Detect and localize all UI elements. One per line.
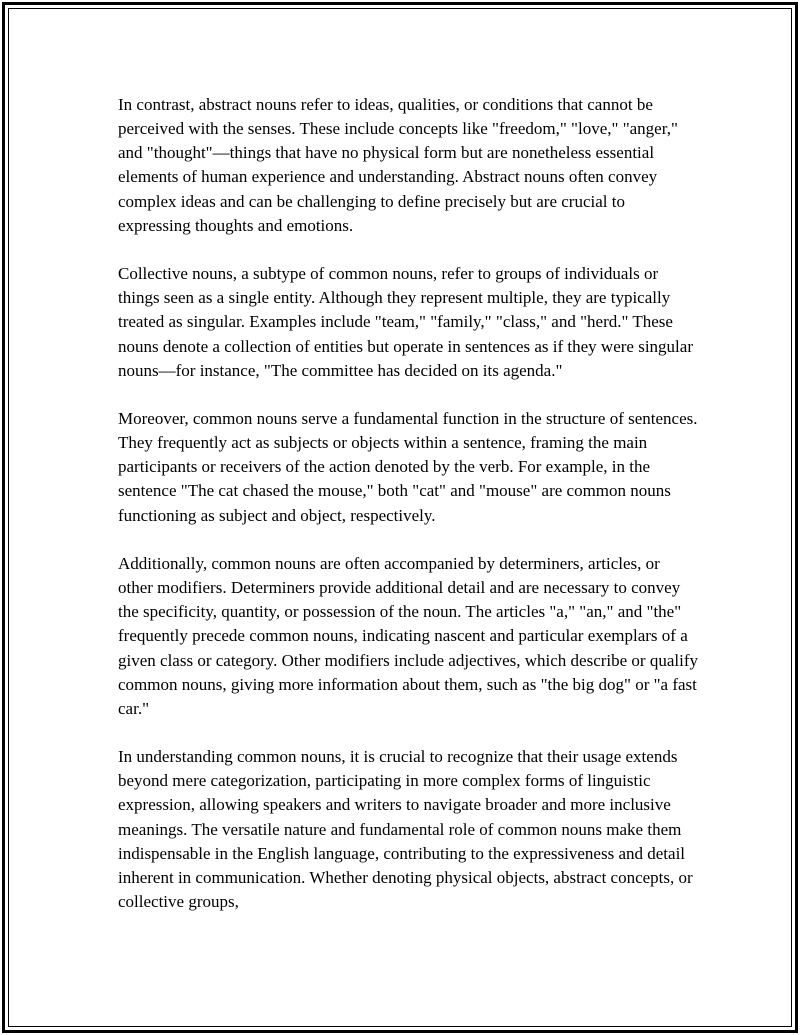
paragraph-abstract-nouns: In contrast, abstract nouns refer to ideas, qualities, or conditions that cannot be perceived with the senses. These include concepts like "freedom," "love," "anger," and "thought"—things that have no physical form but are nonetheless essential elements of human experience and understanding. Abstract nouns often convey complex ideas and can be challenging to define precisely but are crucial to expressing thoughts and emotions.	[118, 95, 678, 235]
paragraph-sentence-structure: Moreover, common nouns serve a fundamental function in the structure of sentences. They frequently act as subjects or objects within a sentence, framing the main participants or receivers of the action denoted by the verb. For example, in the sentence "The cat chased the mouse," both "cat" and "mouse" are common nouns functioning as subject and object, respectively.	[118, 409, 698, 525]
paragraph-determiners: Additionally, common nouns are often accompanied by determiners, articles, or other modifiers. Determiners provide additional detail and are necessary to convey the specificity, quantity, or possession of the noun. The articles "a," "an," and "the" frequently precede common nouns, indicating nascent and particular exemplars of a given class or category. Other modifiers include adjectives, which describe or qualify common nouns, giving more information about them, such as "the big dog" or "a fast car."	[118, 553, 699, 718]
paragraph-collective-nouns: Collective nouns, a subtype of common nouns, refer to groups of individuals or things seen as a single entity. Although they represent multiple, they are typically treated as singular. Examples include "team," "family," "class," and "herd." These nouns denote a collection of entities but operate in sentences as if they were singular nouns—for instance, "The committee has decided on its agenda."	[118, 264, 693, 380]
document-body	[118, 93, 698, 914]
paragraph-understanding: In understanding common nouns, it is crucial to recognize that their usage extends beyond mere categorization, participating in more complex forms of linguistic expression, allowing speakers and writers to navigate broader and more inclusive meanings. The versatile nature and fundamental role of common nouns make them indispensable in the English language, contributing to the expressiveness and detail inherent in communication. Whether denoting physical objects, abstract concepts, or collective groups,	[118, 747, 693, 912]
